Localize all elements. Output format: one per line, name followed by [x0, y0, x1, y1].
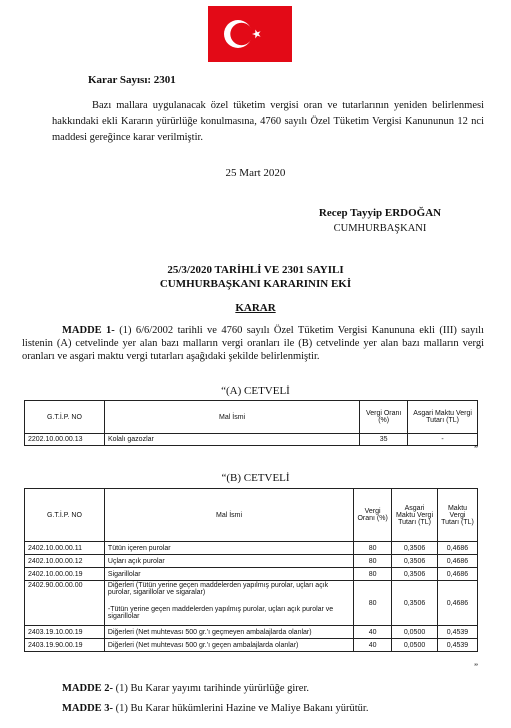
table-cell: 80 [354, 555, 392, 568]
table-cell: 0,4686 [438, 581, 478, 626]
schedule-a-title: “(A) CETVELİ [221, 385, 290, 397]
table-header-cell: Asgari Maktu Vergi Tutarı (TL) [392, 489, 438, 542]
table-header-cell: Mal İsmi [104, 489, 353, 542]
table-header-cell: Vergi Oranı (%) [360, 401, 408, 434]
table-cell: Uçları açık purolar [104, 555, 353, 568]
schedule-b-title: “(B) CETVELİ [221, 472, 290, 484]
table-cell: 80 [354, 568, 392, 581]
article-1-label: MADDE 1- [62, 325, 115, 336]
table-cell: Diğerleri (Tütün yerine geçen maddelerden yapılmış purolar, uçları açık purolar, sigarillolar ve sigaralar) [104, 581, 353, 602]
schedule-b-table [24, 488, 478, 652]
schedule-a-quote-end: ” [474, 444, 478, 454]
article-2 [62, 683, 309, 694]
table-cell: 2403.19.90.00.19 [25, 639, 105, 652]
table-row [25, 542, 478, 555]
karar-title: KARAR [235, 302, 276, 314]
schedule-a-table [24, 400, 478, 446]
annex-heading-line-2: CUMHURBAŞKANI KARARININ EKİ [159, 278, 352, 290]
table-cell: 40 [354, 639, 392, 652]
table-header-cell: Maktu Vergi Tutarı (TL) [438, 489, 478, 542]
article-2-label: MADDE 2- [62, 683, 114, 694]
table-cell: 0,0500 [392, 639, 438, 652]
table-cell: 0,3506 [392, 555, 438, 568]
table-cell: 2402.10.00.00.19 [25, 568, 105, 581]
table-row [25, 626, 478, 639]
table-cell: Diğerleri (Net muhtevası 500 gr.'ı geçen ambalajlarda olanlar) [104, 639, 353, 652]
table-cell: 80 [354, 581, 392, 626]
table-cell: 80 [354, 542, 392, 555]
annex-heading [0, 263, 511, 291]
article-2-text: (1) Bu Karar yayımı tarihinde yürürlüğe girer. [113, 683, 309, 694]
signer-title: CUMHURBAŞKANI [333, 223, 427, 234]
table-row [25, 639, 478, 652]
signer-name: Recep Tayyip ERDOĞAN [318, 207, 442, 219]
article-1-text: (1) 6/6/2002 tarihli ve 4760 sayılı Özel Tüketim Vergisi Kanununa ekli (III) sayılı listenin (A) cetvelinde yer alan bazı malların vergi oranları ile (B) cetvelinde yer alan bazı malların vergi oranları ve asgari maktu vergi tutarları aşağıdaki şekilde belirlenmiştir. [22, 325, 484, 362]
table-cell: 2402.10.00.00.11 [25, 542, 105, 555]
table-cell: 0,4686 [438, 568, 478, 581]
table-cell: 0,4539 [438, 639, 478, 652]
table-header-cell: G.T.İ.P. NO [25, 489, 105, 542]
intro-paragraph: Bazı mallara uygulanacak özel tüketim vergisi oran ve tutarlarının yeniden belirlenmesi hakkındaki ekli Kararın yürürlüğe konulmasına, 4760 sayılı Özel Tüketim Vergisi Kanununun 12 nci maddesi gereğince karar verilmiştir. [52, 100, 484, 143]
table-cell: 0,0500 [392, 626, 438, 639]
table-cell: 0,4539 [438, 626, 478, 639]
table-cell: Diğerleri (Net muhtevası 500 gr.'ı geçmeyen ambalajlarda olanlar) [104, 626, 353, 639]
table-cell: Kolalı gazozlar [104, 434, 359, 446]
table-cell: 2402.90.00.00.00 [25, 581, 105, 626]
table-row [25, 581, 478, 602]
table-cell: 0,4686 [438, 542, 478, 555]
table-cell: Tütün içeren purolar [104, 542, 353, 555]
table-cell: 40 [354, 626, 392, 639]
table-cell: - [408, 434, 478, 446]
table-cell: 2202.10.00.00.13 [25, 434, 105, 446]
table-header-cell: Mal İsmi [104, 401, 359, 434]
table-cell: 0,3506 [392, 568, 438, 581]
table-cell: 0,3506 [392, 542, 438, 555]
table-cell: 2402.10.00.00.12 [25, 555, 105, 568]
article-3 [62, 703, 368, 714]
table-row [25, 555, 478, 568]
table-cell: 0,4686 [438, 555, 478, 568]
schedule-b-quote-end: ” [474, 662, 478, 672]
table-header-cell: G.T.İ.P. NO [25, 401, 105, 434]
table-cell: Sigarillolar [104, 568, 353, 581]
table-header-cell: Asgari Maktu Vergi Tutarı (TL) [408, 401, 478, 434]
table-cell: 35 [360, 434, 408, 446]
decision-number: Karar Sayısı: 2301 [88, 74, 176, 86]
annex-heading-line-1: 25/3/2020 TARİHLİ VE 2301 SAYILI [167, 264, 344, 276]
table-header-row [25, 489, 478, 542]
table-cell: 2403.19.10.00.19 [25, 626, 105, 639]
table-header-row [25, 401, 478, 434]
table-row [25, 568, 478, 581]
table-cell: 0,3506 [392, 581, 438, 626]
article-3-label: MADDE 3- [62, 703, 114, 714]
article-1 [22, 324, 484, 363]
article-3-text: (1) Bu Karar hükümlerini Hazine ve Maliye Bakanı yürütür. [113, 703, 369, 714]
table-row [25, 434, 478, 446]
table-cell: -Tütün yerine geçen maddelerden yapılmış purolar, uçları açık purolar ve sigarillolar [104, 601, 353, 626]
turkish-flag-icon [208, 6, 292, 62]
table-header-cell: Vergi Oranı (%) [354, 489, 392, 542]
decision-date: 25 Mart 2020 [225, 167, 286, 179]
